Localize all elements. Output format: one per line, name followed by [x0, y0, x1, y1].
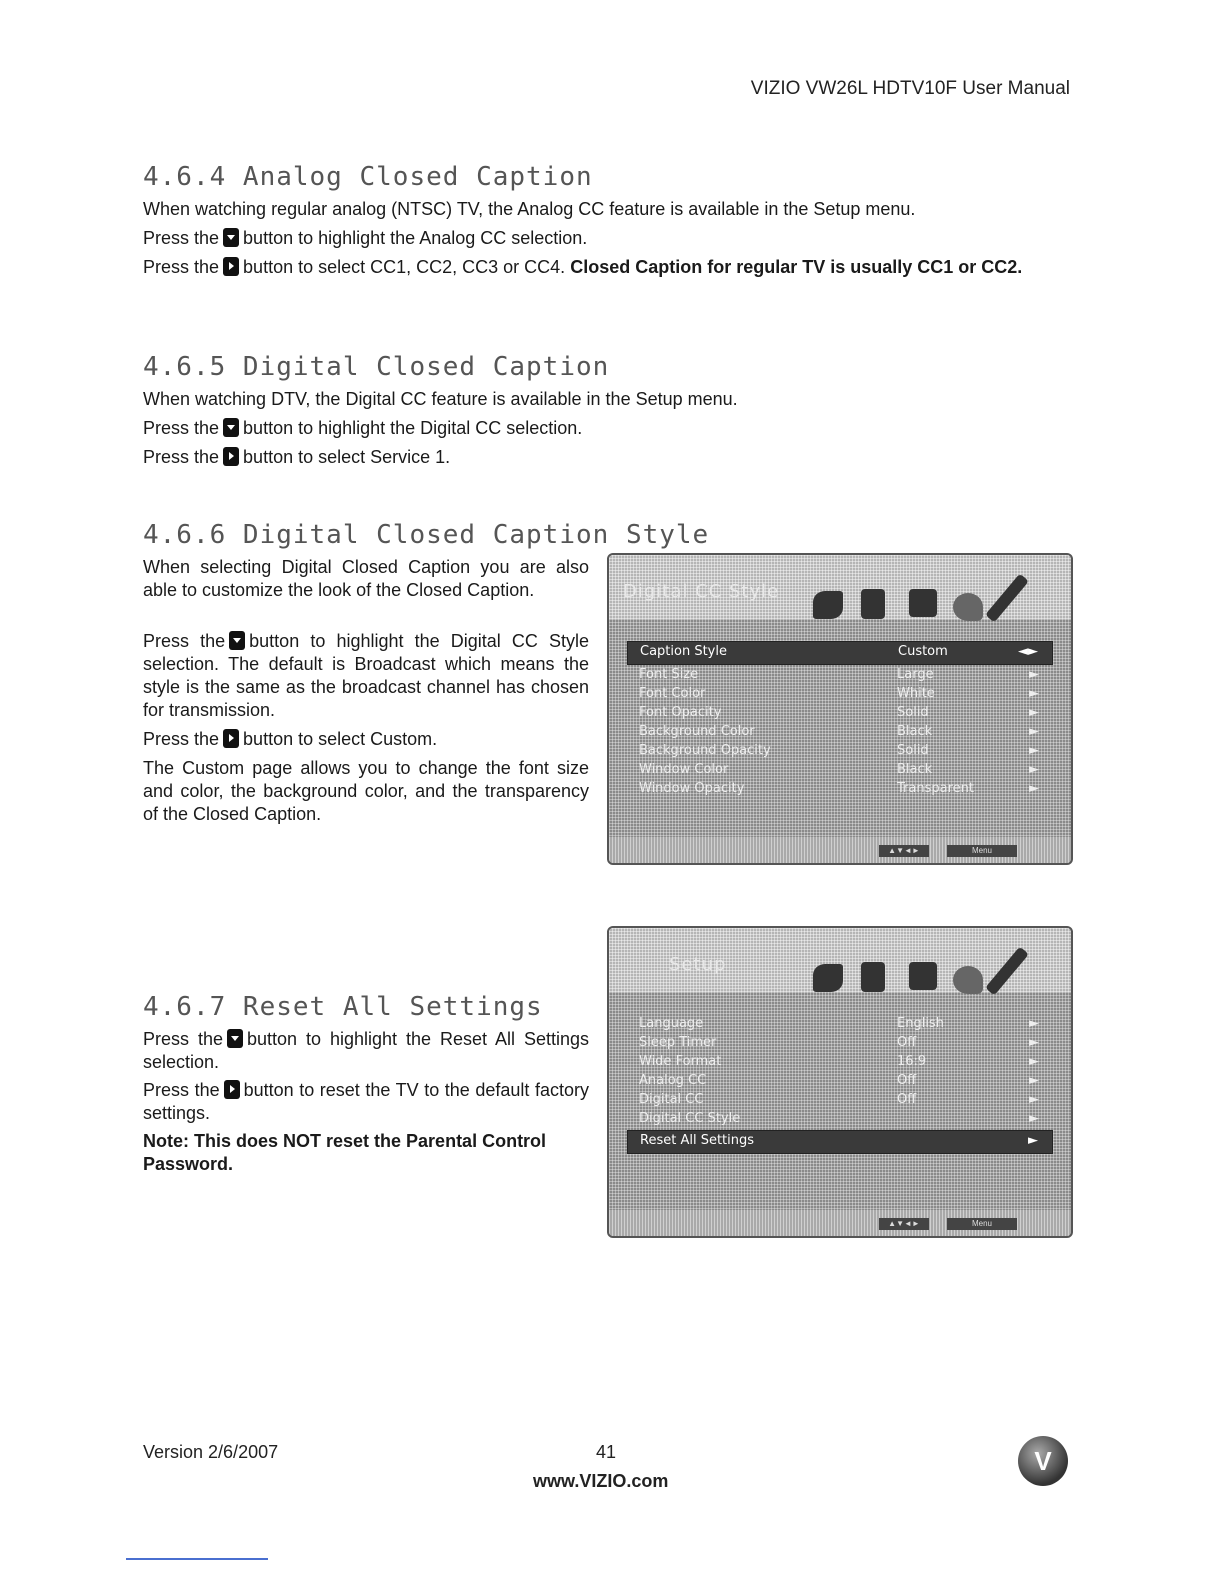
text: Press the: [143, 1029, 223, 1049]
paragraph: [143, 227, 1083, 250]
osd-menu-item: [627, 1109, 1053, 1128]
tv-icon: [909, 589, 937, 617]
osd-menu-item: [627, 703, 1053, 722]
text: button to highlight the Analog CC selection.: [243, 228, 588, 248]
arrow-icon: ►: [1028, 1133, 1038, 1148]
section-title-digital-cc: 4.6.5 Digital Closed Caption: [143, 352, 610, 382]
down-key-icon: [229, 631, 245, 650]
guitar-icon: [953, 593, 983, 621]
arrow-icon: ►: [1029, 1073, 1039, 1088]
arrow-icon: ◄►: [1018, 644, 1038, 659]
arrow-icon: ►: [1029, 724, 1039, 739]
osd-menu-item: [627, 1130, 1053, 1154]
osd-item-label: Background Color: [639, 724, 755, 739]
arrow-icon: ►: [1029, 743, 1039, 758]
osd-title: Setup: [669, 954, 727, 975]
down-key-icon: [223, 418, 239, 437]
text: Press the: [143, 447, 220, 467]
osd-menu-item: [627, 1033, 1053, 1052]
paragraph: [143, 417, 1083, 440]
section-title-digital-cc-style: 4.6.6 Digital Closed Caption Style: [143, 520, 710, 550]
osd-menu-item: [627, 665, 1053, 684]
osd-item-value: Off: [897, 1073, 917, 1088]
text: Press the: [143, 1080, 220, 1100]
osd-footer: [609, 1210, 1071, 1236]
menu-hint: Menu: [947, 845, 1017, 857]
text: Press the: [143, 729, 220, 749]
text: button to select CC1, CC2, CC3 or CC4.: [243, 257, 566, 277]
osd-item-label: Font Opacity: [639, 705, 722, 720]
guitar-icon: [953, 966, 983, 994]
arrow-icon: ►: [1029, 1111, 1039, 1126]
osd-menu-icons: [805, 563, 1055, 621]
paragraph: [143, 728, 589, 751]
osd-menu-item: [627, 722, 1053, 741]
osd-item-value: Solid: [897, 705, 929, 720]
audio-icon: [861, 589, 885, 619]
osd-title: Digital CC Style: [623, 581, 780, 602]
menu-hint: Menu: [947, 1218, 1017, 1230]
paragraph: [143, 630, 589, 722]
osd-item-label: Reset All Settings: [640, 1133, 755, 1148]
osd-menu-item: [627, 641, 1053, 665]
osd-item-value: Large: [897, 667, 934, 682]
right-key-icon: [223, 729, 239, 748]
nav-hint: ▲▼◄►: [879, 845, 929, 857]
osd-menu-item: [627, 1052, 1053, 1071]
osd-setup-screenshot: [607, 926, 1073, 1238]
osd-menu-item: [627, 741, 1053, 760]
audio-icon: [861, 962, 885, 992]
osd-item-value: Black: [897, 724, 933, 739]
osd-item-label: Window Opacity: [639, 781, 745, 796]
osd-item-value: English: [897, 1016, 944, 1031]
osd-item-value: Custom: [898, 644, 948, 659]
note: Note: This does NOT reset the Parental Control Password.: [143, 1131, 547, 1174]
text: Press the: [143, 631, 226, 651]
bold-text: Closed Caption for regular TV is usually CC1 or CC2.: [570, 257, 1023, 277]
arrow-icon: ►: [1029, 705, 1039, 720]
picture-icon: [813, 964, 843, 992]
osd-item-value: Black: [897, 762, 933, 777]
arrow-icon: ►: [1029, 781, 1039, 796]
paragraph: [143, 1028, 589, 1074]
osd-digital-cc-style-screenshot: [607, 553, 1073, 865]
osd-item-label: Digital CC Style: [639, 1111, 741, 1126]
version-text: Version 2/6/2007: [143, 1442, 279, 1462]
osd-header: [609, 928, 1071, 992]
paragraph: [143, 1079, 589, 1125]
paragraph: [143, 446, 1083, 469]
osd-item-label: Font Color: [639, 686, 706, 701]
text: button to highlight the Digital CC selection.: [243, 418, 583, 438]
osd-menu-item: [627, 779, 1053, 798]
arrow-icon: ►: [1029, 762, 1039, 777]
text: button to select Service 1.: [243, 447, 451, 467]
osd-header: [609, 555, 1071, 619]
wrench-icon: [985, 946, 1029, 995]
text: Press the: [143, 228, 220, 248]
osd-footer: [609, 837, 1071, 863]
paragraph: When watching DTV, the Digital CC feature is available in the Setup menu.: [143, 389, 738, 409]
text: button to highlight the Digital CC Style selection. The default is Broadcast which means the style is the same as the broadcast channel has chosen for transmission.: [143, 631, 589, 720]
osd-item-label: Background Opacity: [639, 743, 771, 758]
text: button to highlight the Reset All Settings selection.: [143, 1029, 589, 1072]
vizio-logo: [1018, 1436, 1068, 1486]
osd-menu-list: [627, 1014, 1053, 1154]
arrow-icon: ►: [1029, 1054, 1039, 1069]
arrow-icon: ►: [1029, 1092, 1039, 1107]
paragraph: The Custom page allows you to change the font size and color, the background color, and the transparency of the Closed Caption.: [143, 758, 589, 824]
osd-menu-item: [627, 684, 1053, 703]
arrow-icon: ►: [1029, 667, 1039, 682]
arrow-icon: ►: [1029, 1016, 1039, 1031]
arrow-icon: ►: [1029, 686, 1039, 701]
page-header: VIZIO VW26L HDTV10F User Manual: [750, 78, 1070, 99]
osd-menu-item: [627, 760, 1053, 779]
osd-item-label: Wide Format: [639, 1054, 722, 1069]
page-number: 41: [596, 1442, 617, 1462]
osd-item-label: Language: [639, 1016, 704, 1031]
right-key-icon: [223, 257, 239, 276]
picture-icon: [813, 591, 843, 619]
osd-menu-item: [627, 1090, 1053, 1109]
logo-letter: V: [1034, 1446, 1052, 1476]
osd-item-value: White: [897, 686, 935, 701]
osd-item-label: Font Size: [639, 667, 699, 682]
paragraph: When selecting Digital Closed Caption you are also able to customize the look of the Closed Caption.: [143, 557, 589, 600]
website-link[interactable]: www.VIZIO.com: [533, 1471, 669, 1491]
osd-item-value: Off: [897, 1035, 917, 1050]
tv-icon: [909, 962, 937, 990]
osd-menu-list: [627, 641, 1053, 798]
osd-menu-item: [627, 1071, 1053, 1090]
osd-item-value: Transparent: [897, 781, 974, 796]
osd-item-label: Analog CC: [639, 1073, 707, 1088]
paragraph: When watching regular analog (NTSC) TV, the Analog CC feature is available in the Setup menu.: [143, 199, 916, 219]
text: button to select Custom.: [243, 729, 438, 749]
osd-item-label: Sleep Timer: [639, 1035, 717, 1050]
nav-hint: ▲▼◄►: [879, 1218, 929, 1230]
right-key-icon: [224, 1080, 240, 1099]
osd-item-label: Caption Style: [640, 644, 727, 659]
paragraph: [143, 256, 1073, 279]
osd-item-value: Off: [897, 1092, 917, 1107]
osd-item-label: Digital CC: [639, 1092, 704, 1107]
osd-menu-icons: [805, 936, 1055, 994]
text: button to reset the TV to the default factory settings.: [143, 1080, 589, 1123]
osd-item-label: Window Color: [639, 762, 729, 777]
down-key-icon: [227, 1029, 243, 1048]
right-key-icon: [223, 447, 239, 466]
text: Press the: [143, 418, 220, 438]
section-title-analog-cc: 4.6.4 Analog Closed Caption: [143, 162, 593, 192]
down-key-icon: [223, 228, 239, 247]
divider: [126, 1558, 268, 1560]
text: Press the: [143, 257, 220, 277]
wrench-icon: [985, 573, 1029, 622]
osd-item-value: Solid: [897, 743, 929, 758]
arrow-icon: ►: [1029, 1035, 1039, 1050]
section-title-reset-all: 4.6.7 Reset All Settings: [143, 992, 543, 1022]
osd-menu-item: [627, 1014, 1053, 1033]
osd-item-value: 16:9: [897, 1054, 927, 1069]
